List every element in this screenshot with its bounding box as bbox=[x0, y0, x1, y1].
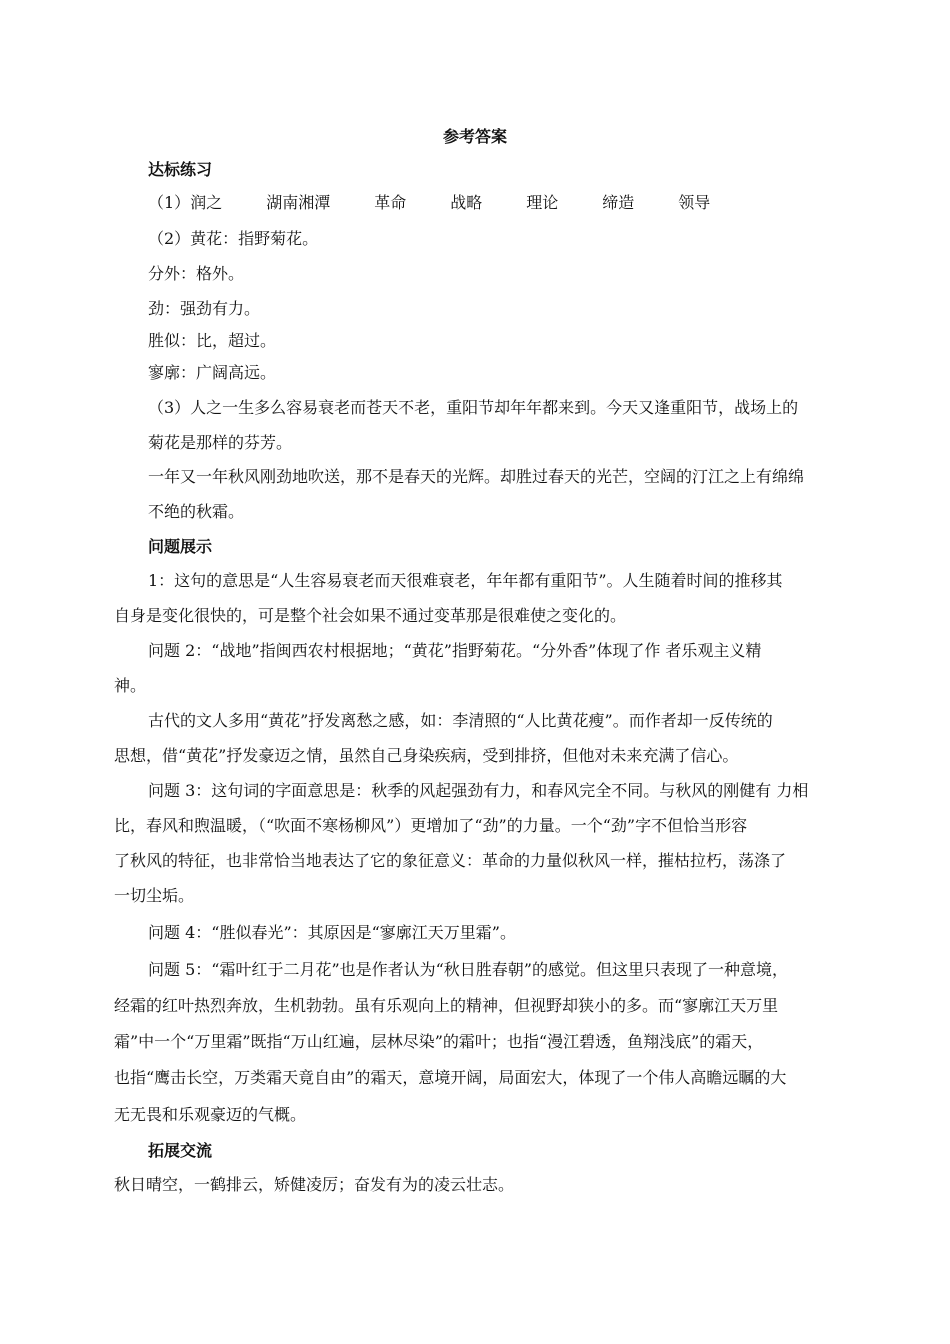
answer-line: 自身是变化很快的，可是整个社会如果不通过变革那是很难使之变化的。 bbox=[114, 606, 627, 625]
definition-line: 劲：强劲有力。 bbox=[148, 299, 261, 318]
section-heading-extension: 拓展交流 bbox=[148, 1141, 213, 1160]
answer-line: 菊花是那样的芬芳。 bbox=[148, 433, 293, 452]
answer-line: 无无畏和乐观豪迈的气概。 bbox=[114, 1105, 307, 1124]
page-title: 参考答案 bbox=[442, 127, 507, 146]
paragraph-line: 一年又一年秋风刚劲地吹送，那不是春天的光辉。却胜过春天的光芒，空阔的汀江之上有绵绵 bbox=[148, 467, 805, 486]
definition-line: 胜似：比，超过。 bbox=[148, 331, 277, 350]
section-heading-practice: 达标练习 bbox=[148, 160, 213, 179]
answer-line: （3）人之一生多么容易衰老而苍天不老，重阳节却年年都来到。今天又逢重阳节，战场上的 bbox=[148, 398, 799, 417]
vocab-word: 润之 bbox=[190, 193, 223, 212]
vocab-word: 领导 bbox=[678, 193, 711, 212]
answer-line: 问题 2：“战地”指闽西农村根据地；“黄花”指野菊花。“分外香”体现了作 者乐观主义精 bbox=[148, 641, 762, 660]
vocab-word: 湖南湘潭 bbox=[266, 193, 331, 212]
vocab-word: 缔造 bbox=[602, 193, 635, 212]
section-heading-questions: 问题展示 bbox=[148, 537, 213, 556]
answer-line: 了秋风的特征，也非常恰当地表达了它的象征意义：革命的力量似秋风一样，摧枯拉朽，荡涤了 bbox=[114, 851, 787, 870]
answer-line: 神。 bbox=[114, 676, 147, 695]
vocab-word: 革命 bbox=[374, 193, 407, 212]
vocab-word: 理论 bbox=[526, 193, 559, 212]
definition-line: 寥廓：广阔高远。 bbox=[148, 363, 277, 382]
answer-line: 霜”中一个“万里霜”既指“万山红遍，层林尽染”的霜叶；也指“漫江碧透，鱼翔浅底”的霜天， bbox=[114, 1032, 764, 1051]
definition-line: 分外：格外。 bbox=[148, 264, 245, 283]
answer-line: 1：这句的意思是“人生容易衰老而天很难衰老，年年都有重阳节”。人生随着时间的推移其 bbox=[148, 571, 783, 590]
answer-line: 经霜的红叶热烈奔放，生机勃勃。虽有乐观向上的精神，但视野却狭小的多。而“寥廓江天万里 bbox=[114, 996, 779, 1015]
answer-line: 秋日晴空，一鹤排云，矫健凌厉；奋发有为的凌云壮志。 bbox=[114, 1175, 515, 1194]
answer-line: 思想，借“黄花”抒发豪迈之情，虽然自己身染疾病，受到排挤，但他对未来充满了信心。 bbox=[114, 746, 739, 765]
vocab-word: 战略 bbox=[450, 193, 483, 212]
answer-line: （2）黄花：指野菊花。 bbox=[148, 229, 319, 248]
vocab-list bbox=[148, 192, 754, 214]
vocab-prefix: （1） bbox=[148, 193, 191, 212]
answer-line: 也指“鹰击长空，万类霜天竟自由”的霜天，意境开阔，局面宏大，体现了一个伟人高瞻远瞩的大 bbox=[114, 1068, 787, 1087]
answer-line: 问题 5：“霜叶红于二月花”也是作者认为“秋日胜春朝”的感觉。但这里只表现了一种意境， bbox=[148, 960, 788, 979]
paragraph-line: 不绝的秋霜。 bbox=[148, 502, 245, 521]
answer-line: 问题 3：这句词的字面意思是：秋季的风起强劲有力，和春风完全不同。与秋风的刚健有 力相 bbox=[148, 781, 809, 800]
answer-line: 比，春风和煦温暖，（“吹面不寒杨柳风”）更增加了“劲”的力量。一个“劲”字不但恰当形容 bbox=[114, 816, 748, 835]
answer-line: 问题 4：“胜似春光”：其原因是“寥廓江天万里霜”。 bbox=[148, 923, 516, 942]
answer-line: 古代的文人多用“黄花”抒发离愁之感，如：李清照的“人比黄花瘦”。而作者却一反传统的 bbox=[148, 711, 773, 730]
answer-line: 一切尘垢。 bbox=[114, 886, 195, 905]
